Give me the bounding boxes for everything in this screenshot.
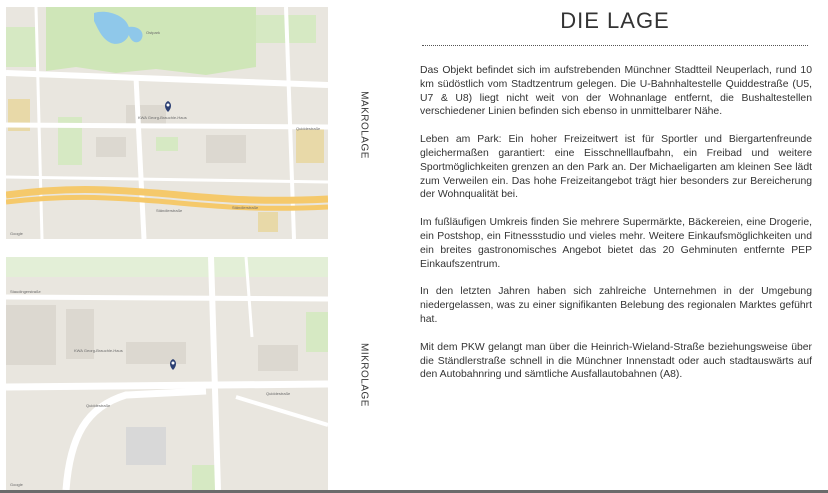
park-area: [46, 7, 256, 75]
street-label: Ständlerstraße: [232, 205, 259, 210]
map-micro[interactable]: [6, 257, 328, 490]
paragraph: Leben am Park: Ein hoher Freizeitwert ist für Sportler und Biergartenfreunde gleichermaßen garantiert: eine Eisschnelllaufbahn, ein Freibad und weitere Sportmöglichkeiten grenzen an den Park an. Der Michaeligarten am kleinen See lädt zum Verweilen ein. Das hohe Freizeitangebot trägt hier besonders zur Bereicherung der Wohnqualität bei.: [420, 134, 812, 201]
description-text: [420, 64, 812, 396]
park-label: Ostpark: [146, 30, 161, 35]
page-title: DIE LAGE: [560, 8, 670, 33]
title-divider: [422, 45, 808, 46]
paragraph: Das Objekt befindet sich im aufstrebenden Münchner Stadtteil Neuperlach, rund 10 km südöstlich vom Stadtzentrum gelegen. Die U-Bahnhaltestelle Quiddestraße (U5, U7 & U8) liegt nicht weit von der Wohnanlage entfernt, die Bushaltestellen verschiedener Linien befinden sich ebenso in unmittelbarer Nähe.: [420, 65, 812, 118]
map-watermark: Google: [10, 231, 23, 236]
paragraph: In den letzten Jahren haben sich zahlreiche Unternehmen in der Umgebung niedergelassen, was zu einer signifikanten Belebung des regionalen Marktes geführt hat.: [420, 286, 812, 325]
street-label: Staudingerstraße: [10, 289, 41, 294]
map-watermark: Google: [10, 482, 23, 487]
street-label: Ständlerstraße: [156, 208, 183, 213]
street-label: Quiddestraße: [266, 391, 291, 396]
map-macro[interactable]: [6, 7, 328, 239]
macro-label: MAKROLAGE: [358, 91, 370, 159]
place-label: KWA Georg-Brauchle-Haus: [138, 115, 187, 120]
micro-label: MIKROLAGE: [358, 343, 370, 407]
street-label: Quiddestraße: [86, 403, 111, 408]
map-macro-graphic: [6, 7, 328, 239]
paragraph: Im fußläufigen Umkreis finden Sie mehrere Supermärkte, Bäckereien, eine Drogerie, ein Postshop, ein Fitnessstudio und vieles mehr. Weitere Einkaufsmöglichkeiten und ein breites gastronomisches Angebot bietet das 20 Gehminuten entfernte PEP Einkaufszentrum.: [420, 217, 812, 270]
place-label: KWA Georg-Brauchle-Haus: [74, 348, 123, 353]
street-label: Quiddestraße: [296, 126, 321, 131]
map-micro-graphic: [6, 257, 328, 490]
paragraph: Mit dem PKW gelangt man über die Heinrich-Wieland-Straße beziehungsweise über die Ständlerstraße schnell in die Münchner Innenstadt oder auch stadtauswärts auf den Autobahnring und sämtliche Ausfallautobahnen (A8).: [420, 341, 812, 381]
